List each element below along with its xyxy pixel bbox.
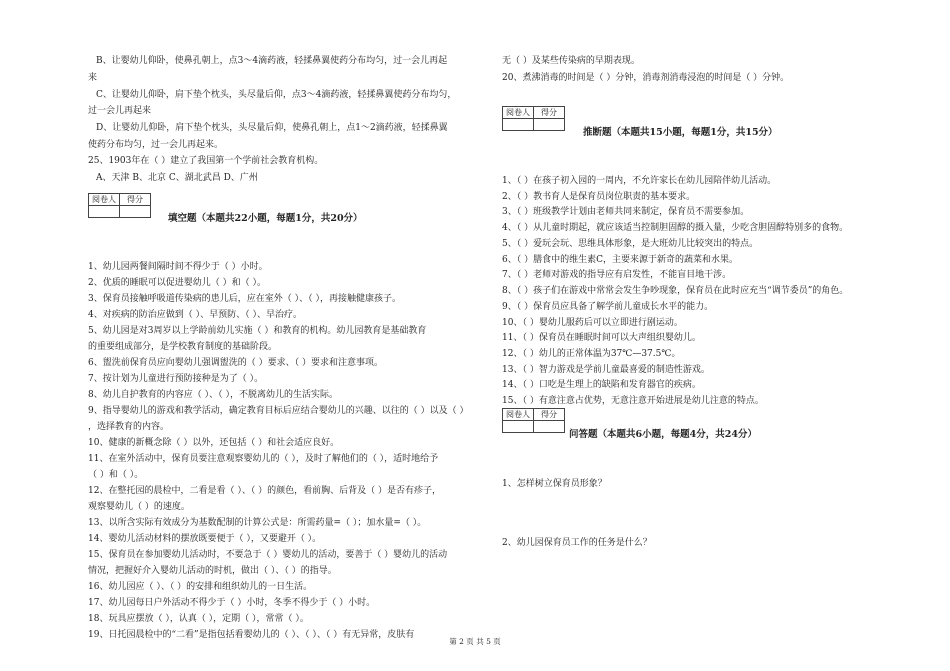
judge-line: 6、（ ）膳食中的维生素C，主要来源于新奇的蔬菜和水果。 xyxy=(502,255,738,265)
fill-line: 情况，把握好介入婴幼儿活动的时机，做出（ ）、（ ）的指导。 xyxy=(88,566,337,576)
judge-line: 7、（ ）老师对游戏的指导应有启发性，不能盲目地干涉。 xyxy=(502,270,732,280)
score-label: 得分 xyxy=(534,107,565,119)
option-c-line1: C、让婴幼儿仰卧，肩下垫个枕头，头尽量后仰，点3～4滴药液，轻揉鼻翼使药分布均匀， xyxy=(96,90,457,100)
judge-line: 4、（ ）从儿童时期起，就应该适当控制胆固醇的摄入量，少吃含胆固醇特别多的食物。 xyxy=(502,223,849,233)
fill-line: 10、健康的新概念除（ ）以外，还包括（ ）和社会适应良好。 xyxy=(88,438,340,448)
judge-line: 11、（ ）保育员在睡眠时间可以大声组织婴幼儿。 xyxy=(502,333,701,343)
grader-label: 阅卷人 xyxy=(89,194,120,206)
score-label: 得分 xyxy=(534,409,565,421)
page-footer: 第 2 页 共 5 页 xyxy=(449,637,501,646)
judge-line: 8、（ ）孩子们在游戏中常常会发生争吵现象，保育员在此时应充当“调节委员”的角色。 xyxy=(502,286,849,296)
judge-line: 2、（ ）教书育人是保育员岗位职责的基本要求。 xyxy=(502,192,696,202)
option-d-line1: D、让婴幼儿仰卧，肩下垫个枕头，头尽量后仰，使鼻孔朝上，点1～2滴药液，轻揉鼻翼 xyxy=(96,123,448,133)
grader-cell xyxy=(503,421,534,433)
judge-line: 14、（ ）口吃是生理上的缺陷和发育器官的疾病。 xyxy=(502,380,701,390)
judge-line: 9、（ ）保育员应具备了解学前儿童成长水平的能力。 xyxy=(502,302,714,312)
fill-line: 16、幼儿园应（ ）、（ ）的安排和组织幼儿的一日生活。 xyxy=(88,582,313,592)
judge-section-title: 推断题（本题共15小题，每题1分，共15分） xyxy=(583,127,778,138)
score-cell xyxy=(120,206,151,218)
fill-line: 观察婴幼儿（ ）的速度。 xyxy=(88,502,190,512)
judge-line: 1、（ ）在孩子初入园的一周内，不允许家长在幼儿园陪伴幼儿活动。 xyxy=(502,176,777,186)
fill-line: ，选择教育的内容。 xyxy=(88,422,170,432)
score-label: 得分 xyxy=(120,194,151,206)
score-box-qa xyxy=(502,408,565,433)
judge-line: 13、（ ）智力游戏是学前儿童最喜爱的制造性游戏。 xyxy=(502,365,710,375)
fill-line: 7、按计划为儿童进行预防接种是为了（ ）。 xyxy=(88,374,264,384)
option-b-line2: 来 xyxy=(88,73,98,83)
fill-line: 8、幼儿自护教育的内容应（ ）、（ ），不脱离幼儿的生活实际。 xyxy=(88,390,338,400)
fill-line: 14、婴幼儿活动材料的摆放既要便于（ ），又要避开（ ）。 xyxy=(88,534,322,544)
fill-line: 5、幼儿园是对3周岁以上学龄前幼儿实施（ ）和教育的机构。幼儿园教育是基础教育 xyxy=(88,326,427,336)
option-d-line2: 使药分布均匀，过一会儿再起来。 xyxy=(88,140,224,150)
score-box-fill xyxy=(88,193,151,218)
fill-line: 3、保育员接触呼吸道传染病的患儿后，应在室外（ ）、（ ），再接触健康孩子。 xyxy=(88,294,401,304)
score-box-judge xyxy=(502,106,565,131)
qa-question-2: 2、幼儿园保育员工作的任务是什么？ xyxy=(502,538,652,548)
fill-line: 17、幼儿园每日户外活动不得少于（ ）小时，冬季不得少于（ ）小时。 xyxy=(88,598,376,608)
question-25: 25、1903年在（ ）建立了我国第一个学前社会教育机构。 xyxy=(88,156,324,166)
question-25-options: A、天津 B、北京 C、湖北武昌 D、广州 xyxy=(96,173,258,183)
fill-line: 19、日托园晨检中的“二看”是指包括看婴幼儿的（ ）、（ ）、（ ）有无异常，皮肤有 xyxy=(88,630,415,640)
option-c-line2: 过一会儿再起来 xyxy=(88,106,152,116)
judge-line: 15、（ ）有意注意占优势，无意注意开始进展是幼儿注意的特点。 xyxy=(502,396,764,406)
fill-line: 15、保育员在参加婴幼儿活动时，不要急于（ ）婴幼儿的活动，要善于（ ）婴幼儿的活动 xyxy=(88,550,448,560)
grader-label: 阅卷人 xyxy=(503,409,534,421)
fill-section-title: 填空题（本题共22小题，每题1分，共20分） xyxy=(168,213,363,224)
score-cell xyxy=(534,119,565,131)
grader-cell xyxy=(503,119,534,131)
fill-line: 1、幼儿园两餐间隔时间不得少于（ ）小时。 xyxy=(88,262,268,272)
fill-line: 13、以所含实际有效成分为基数配制的计算公式是：所需药量=（ ）；加水量=（ ）。 xyxy=(88,518,427,528)
qa-question-1: 1、怎样树立保育员形象？ xyxy=(502,479,607,489)
judge-line: 10、（ ）婴幼儿服药后可以立即进行剧运动。 xyxy=(502,318,683,328)
fill-line: 的重要组成部分，是学校教育制度的基础阶段。 xyxy=(88,342,278,352)
judge-line: 3、（ ）班级教学计划由老师共同来制定，保育员不需要参加。 xyxy=(502,207,750,217)
judge-line: 5、（ ）爱玩会玩、思维具体形象，是大班幼儿比较突出的特点。 xyxy=(502,239,759,249)
grader-cell xyxy=(89,206,120,218)
option-b-line1: B、让婴幼儿仰卧，使鼻孔朝上，点3～4滴药液，轻揉鼻翼使药分布均匀，过一会儿再起 xyxy=(96,56,448,66)
fill-line: 2、优质的睡眠可以促进婴幼儿（ ）和（ ）。 xyxy=(88,278,266,288)
fill-line: 11、在室外活动中，保育员要注意观察婴幼儿的（ ），及时了解他们的（ ），适时地给予 xyxy=(88,454,439,464)
qa-section-title: 问答题（本题共6小题，每题4分，共24分） xyxy=(569,429,757,440)
judge-line: 12、（ ）幼儿的正常体温为37℃—37.5℃。 xyxy=(502,349,681,359)
score-cell xyxy=(534,421,565,433)
fill-line: （ ）和（ ）。 xyxy=(88,470,144,480)
fill-line: 6、盥洗前保育员应向婴幼儿强调盥洗的（ ）要求、（ ）要求和注意事项。 xyxy=(88,358,383,368)
question-19-continued: 无（ ）及某些传染病的早期表现。 xyxy=(502,56,640,66)
fill-line: 12、在整托园的晨检中，二看是看（ ）、（ ）的颜色，看前胸、后背及（ ）是否有疹子， xyxy=(88,486,442,496)
fill-line: 4、对疾病的防治应做到（ ）、早预防、（ ）、早治疗。 xyxy=(88,310,302,320)
question-20: 20、煮沸消毒的时间是（ ）分钟，消毒剂消毒浸泡的时间是（ ）分钟。 xyxy=(502,73,790,83)
grader-label: 阅卷人 xyxy=(503,107,534,119)
fill-line: 18、玩具应摆放（ ），认真（ ），定期（ ），常常（ ）。 xyxy=(88,614,309,624)
fill-line: 9、指导婴幼儿的游戏和教学活动，确定教育目标后应结合婴幼儿的兴趣、以往的（ ）以及（ ） xyxy=(88,406,469,416)
